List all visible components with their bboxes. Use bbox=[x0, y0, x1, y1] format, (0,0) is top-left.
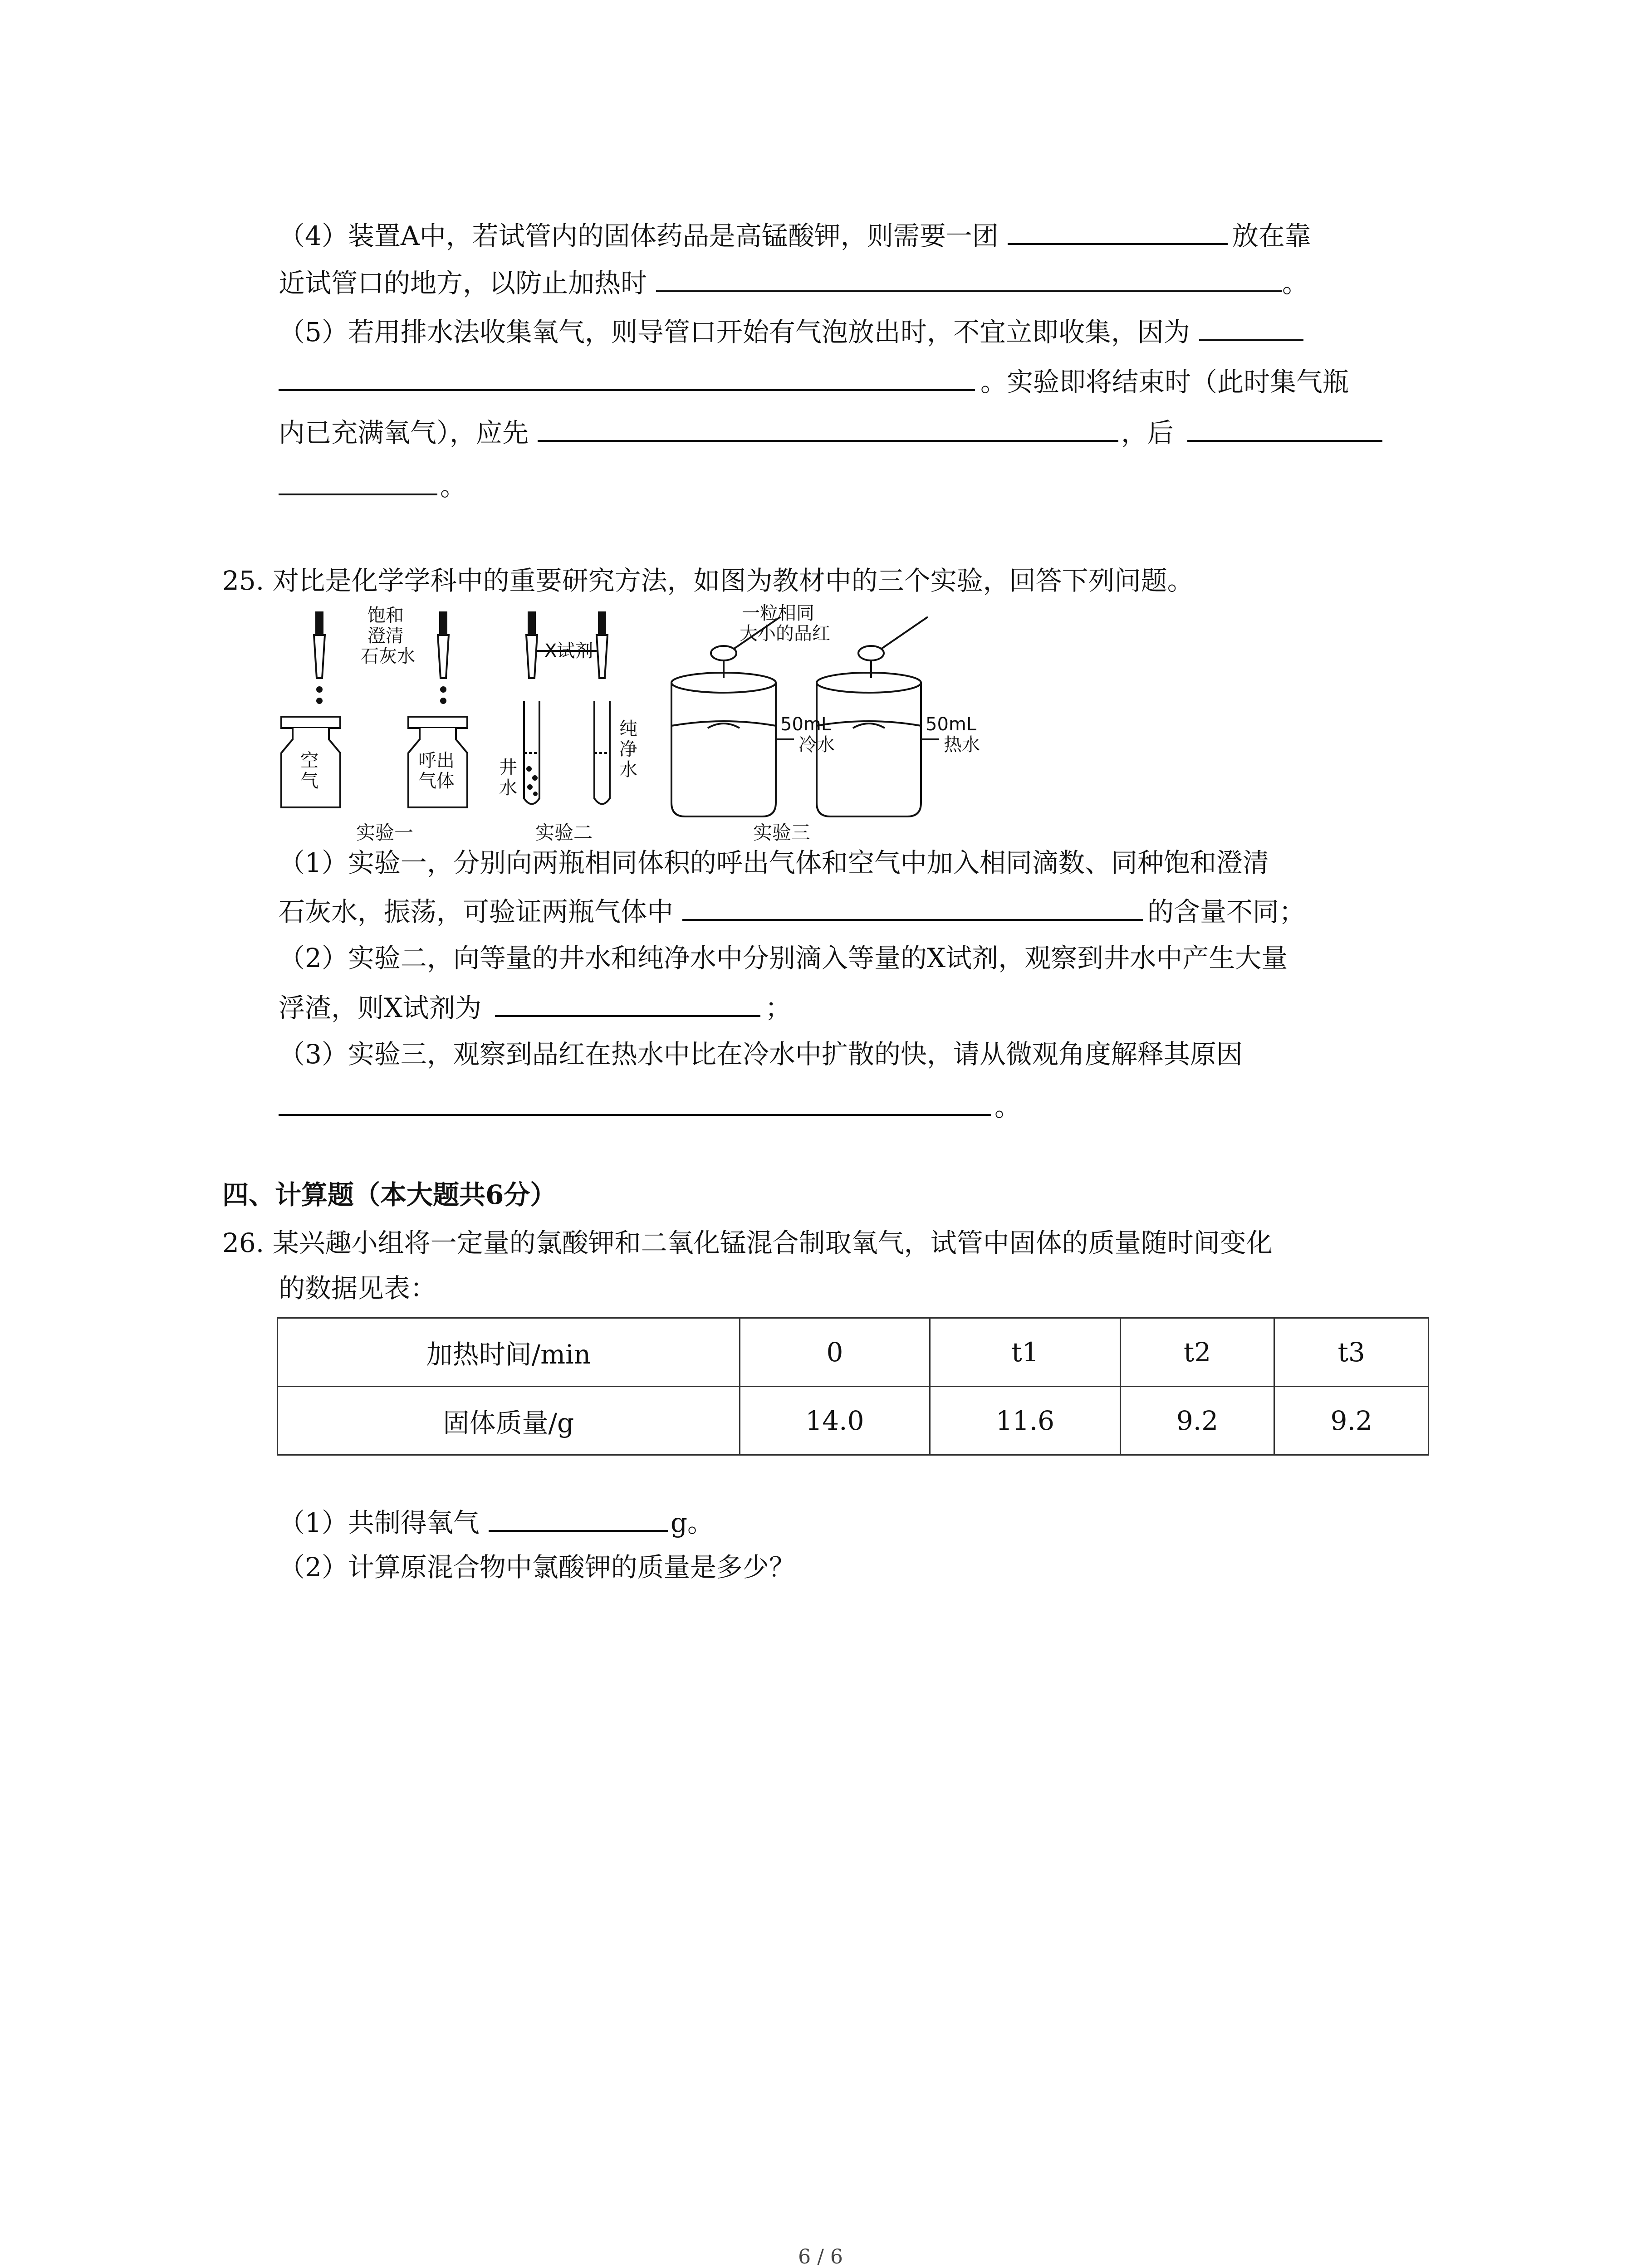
q24-p5-text-e: 。 bbox=[440, 471, 467, 502]
q25-p1b bbox=[279, 893, 1305, 930]
exp3-top-2: 大小的品红 bbox=[740, 623, 830, 644]
exp1-bottle-left-1: 空 bbox=[300, 750, 318, 771]
answer-blank[interactable] bbox=[1199, 313, 1303, 341]
exp1-caption: 实验一 bbox=[356, 821, 414, 844]
q24-p5-text-c: 内已充满氧气），应先 bbox=[279, 417, 529, 448]
exp3-cold-1: 50mL bbox=[780, 714, 832, 735]
answer-blank[interactable] bbox=[495, 989, 760, 1017]
q24-line5c bbox=[279, 414, 1382, 451]
table-row bbox=[278, 1318, 1429, 1387]
exp1-reagent-line1: 饱和 bbox=[367, 605, 404, 626]
q25-p2b bbox=[279, 989, 791, 1026]
q25-p2-text-c: ； bbox=[765, 992, 792, 1023]
answer-blank[interactable] bbox=[279, 467, 437, 495]
exp2-left-1: 井 bbox=[499, 757, 517, 778]
exp2-caption: 实验二 bbox=[535, 821, 593, 844]
q24-p5-text-a: （5）若用排水法收集氧气，则导管口开始有气泡放出时，不宜立即收集，因为 bbox=[279, 317, 1190, 347]
q25-experiment-figure bbox=[272, 603, 1089, 848]
table-cell: 加热时间/min bbox=[278, 1318, 740, 1387]
q25-p3-text-b: 。 bbox=[994, 1091, 1021, 1122]
table-cell: 14.0 bbox=[740, 1387, 930, 1455]
answer-blank[interactable] bbox=[279, 1088, 991, 1116]
table-cell: t2 bbox=[1120, 1318, 1274, 1387]
answer-blank[interactable] bbox=[489, 1504, 668, 1532]
exp1-bottle-right-1: 呼出 bbox=[418, 750, 455, 771]
q24-p4-text-a: （4）装置A中，若试管内的固体药品是高锰酸钾，则需要一团 bbox=[279, 220, 999, 251]
exp3-caption: 实验三 bbox=[753, 821, 811, 844]
table-cell: 固体质量/g bbox=[278, 1387, 740, 1455]
q26-stem-a: 26. 某兴趣小组将一定量的氯酸钾和二氧化锰混合制取氧气，试管中固体的质量随时间变化 bbox=[222, 1227, 1273, 1258]
exp1-bottle-right-2: 气体 bbox=[418, 771, 455, 792]
table-cell: 11.6 bbox=[930, 1387, 1121, 1455]
table-cell: t3 bbox=[1274, 1318, 1429, 1387]
q25-p3b bbox=[279, 1088, 1021, 1125]
q24-line5b bbox=[279, 363, 1349, 400]
q26-p1-text-a: （1）共制得氧气 bbox=[279, 1507, 480, 1538]
q24-p5-text-d: ，后 bbox=[1121, 417, 1174, 448]
section-4-title: 四、计算题（本大题共6分） bbox=[222, 1179, 557, 1210]
page-number: 6 / 6 bbox=[798, 2245, 843, 2268]
table-row bbox=[278, 1387, 1429, 1455]
q24-line5a bbox=[279, 313, 1303, 350]
q25-p2-text-b: 浮渣，则X试剂为 bbox=[279, 992, 482, 1023]
q24-line4a bbox=[279, 217, 1311, 254]
exp1-reagent-line3: 石灰水 bbox=[361, 646, 415, 667]
table-cell: 9.2 bbox=[1274, 1387, 1429, 1455]
exp2-reagent-label: X试剂 bbox=[544, 640, 593, 661]
q26-p1 bbox=[279, 1504, 714, 1541]
exp2-right-3: 水 bbox=[619, 759, 637, 780]
exp2-right-1: 纯 bbox=[619, 719, 637, 739]
exp3-cold-2: 冷水 bbox=[798, 734, 835, 755]
exp3-hot-2: 热水 bbox=[944, 734, 980, 755]
q25-p3a: （3）实验三，观察到品红在热水中比在冷水中扩散的快，请从微观角度解释其原因 bbox=[279, 1039, 1243, 1070]
data-table bbox=[277, 1317, 1429, 1456]
q24-p4-text-b: 放在靠 bbox=[1232, 220, 1311, 251]
q26-stem-b: 的数据见表： bbox=[279, 1273, 437, 1304]
exp2-left-2: 水 bbox=[499, 777, 517, 798]
q25-p1-text-c: 的含量不同； bbox=[1147, 896, 1306, 927]
table-cell: 0 bbox=[740, 1318, 930, 1387]
answer-blank[interactable] bbox=[1187, 414, 1382, 442]
q25-p1a: （1）实验一，分别向两瓶相同体积的呼出气体和空气中加入相同滴数、同种饱和澄清 bbox=[279, 847, 1269, 878]
q25-p2a: （2）实验二，向等量的井水和纯净水中分别滴入等量的X试剂，观察到井水中产生大量 bbox=[279, 943, 1288, 973]
table-cell: 9.2 bbox=[1120, 1387, 1274, 1455]
answer-blank[interactable] bbox=[279, 363, 975, 391]
q25-p1-text-b: 石灰水，振荡，可验证两瓶气体中 bbox=[279, 896, 674, 927]
q24-p4-text-c: 近试管口的地方，以防止加热时 bbox=[279, 268, 647, 298]
answer-blank[interactable] bbox=[656, 264, 1282, 292]
exp3-hot-1: 50mL bbox=[926, 714, 977, 735]
exp1-reagent-line2: 澄清 bbox=[367, 626, 404, 646]
q25-stem: 25. 对比是化学学科中的重要研究方法，如图为教材中的三个实验，回答下列问题。 bbox=[222, 565, 1194, 596]
q24-p5-text-b: 。实验即将结束时（此时集气瓶 bbox=[980, 367, 1349, 397]
answer-blank[interactable] bbox=[682, 893, 1143, 921]
q24-line5d bbox=[279, 467, 466, 504]
q26-p2: （2）计算原混合物中氯酸钾的质量是多少？ bbox=[279, 1552, 795, 1583]
answer-blank[interactable] bbox=[1008, 217, 1228, 245]
exp3-top-1: 一粒相同 bbox=[742, 603, 814, 624]
answer-blank[interactable] bbox=[538, 414, 1118, 442]
table-cell: t1 bbox=[930, 1318, 1121, 1387]
q24-line4b bbox=[279, 264, 1308, 301]
q26-p1-text-b: g。 bbox=[670, 1507, 714, 1538]
exp1-bottle-left-2: 气 bbox=[300, 771, 318, 792]
exp2-right-2: 净 bbox=[619, 739, 637, 760]
q24-p4-text-d: 。 bbox=[1282, 268, 1309, 298]
